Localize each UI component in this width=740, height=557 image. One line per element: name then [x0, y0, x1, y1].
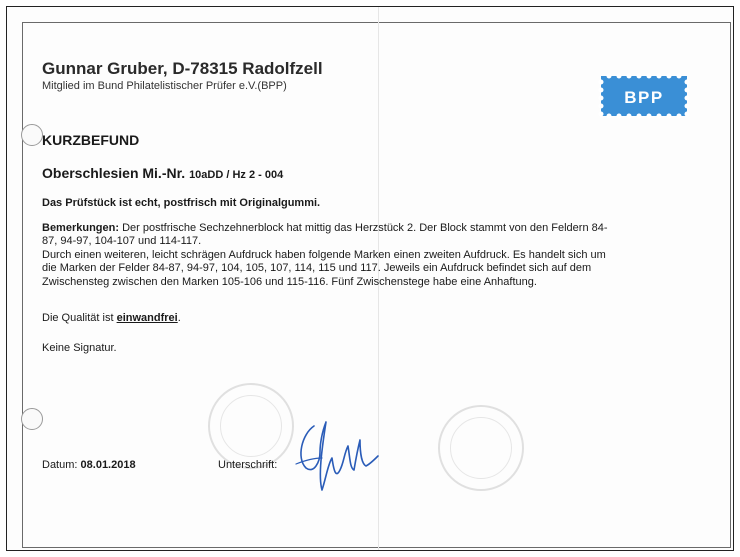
handwritten-signature: [292, 418, 382, 493]
quality-line: [42, 312, 181, 325]
verdict: Das Prüfstück ist echt, postfrisch mit Originalgummi.: [42, 197, 321, 209]
punch-hole-bottom: [21, 408, 43, 430]
quality-value: einwandfrei: [116, 312, 178, 324]
bpp-logo: [597, 72, 691, 120]
embossed-seal-left: [208, 383, 294, 469]
item-number: 10aDD / Hz 2 - 004: [189, 169, 284, 181]
remarks-line-1: [42, 222, 608, 235]
signature-note: Keine Signatur.: [42, 342, 117, 354]
remarks-line-5: Zwischensteg zwischen den Marken 105-106 und 115-116. Fünf Zwischenstege habe eine Anhaftung.: [42, 276, 537, 288]
date-line: [42, 459, 136, 472]
punch-hole-top: [21, 124, 43, 146]
date-label: Datum:: [42, 459, 78, 471]
bpp-logo-text: BPP: [624, 88, 664, 107]
remarks-line-2: 87, 94-97, 104-107 und 114-117.: [42, 235, 202, 247]
quality-prefix: Die Qualität ist: [42, 312, 114, 324]
author-name: Gunnar Gruber, D-78315 Radolfzell: [42, 59, 323, 78]
document-title: KURZBEFUND: [42, 132, 140, 148]
quality-suffix: .: [177, 312, 181, 324]
item-heading: [42, 165, 283, 181]
date-value: 08.01.2018: [80, 459, 136, 471]
embossed-seal-right: [438, 405, 524, 491]
remarks-line-3: Durch einen weiteren, leicht schrägen Aufdruck haben folgende Marken einen zweiten Aufdruck. Es handelt sich um: [42, 249, 606, 261]
remarks-label: Bemerkungen:: [42, 222, 120, 234]
membership-line: Mitglied im Bund Philatelistischer Prüfer e.V.(BPP): [42, 80, 287, 92]
item-name: Oberschlesien Mi.-Nr.: [42, 165, 186, 181]
signature-label: Unterschrift:: [218, 459, 278, 471]
remarks-text-1: Der postfrische Sechzehnerblock hat mittig das Herzstück 2. Der Block stammt von den Feldern 84-: [122, 222, 608, 234]
remarks-line-4: die Marken der Felder 84-87, 94-97, 104, 105, 107, 114, 115 und 117. Jeweils ein Aufdruck befindet sich auf dem: [42, 262, 592, 274]
